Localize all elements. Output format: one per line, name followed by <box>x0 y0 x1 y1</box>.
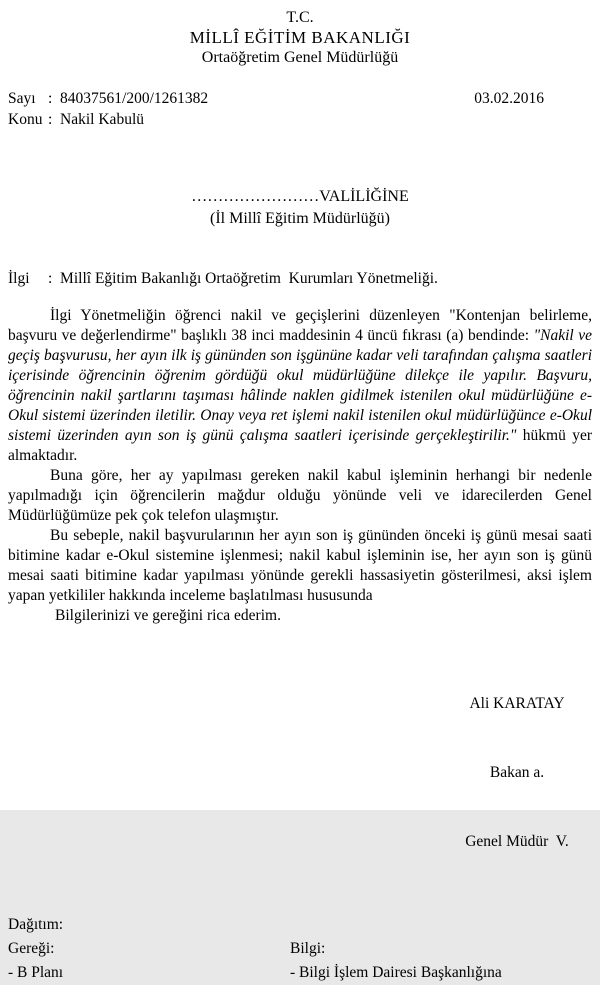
closing-line: Bilgilerinizi ve gereğini rica ederim. <box>55 607 281 624</box>
konu-row <box>8 109 592 130</box>
letter-date: 03.02.2016 <box>474 90 544 107</box>
bilgi-item: - Bilgi İşlem Dairesi Başkanlığına <box>290 964 502 981</box>
paragraph-1-pre: İlgi Yönetmeliğin öğrenci nakil ve geçişlerini düzenleyen "Kontenjan belirleme, başvuru ve değerlendirme" başlıklı 38 inci maddesinin 4 üncü fıkrası (a) bendinde: <box>8 307 592 344</box>
signature-block <box>442 646 592 899</box>
distribution-headers <box>8 937 592 961</box>
ilgi-label: İlgi <box>8 270 30 287</box>
paragraph-1-quote: "Nakil ve geçiş başvurusu, her ayın ilk iş gününden son işgününe kadar veli tarafından çalışma saatleri içerisinde öğrencinin öğrenim gördüğü okul müdürlüğüne dilekçe ile yapılır. Başvuru, öğrencinin nakil şartlarını taşıması hâlinde naklen gidilmek istenilen okul müdürlüğüne e-Okul sistemi üzerinden iletilir. Onay veya ret işlemi nakil istenilen okul müdürlüğünce e-Okul sistemi üzerinden ayın son iş günü çalışma saatleri içerisinde gerçekleştirilir." <box>8 327 592 444</box>
distribution-items <box>8 961 592 985</box>
reference-block <box>8 88 592 130</box>
paragraph-1 <box>8 306 592 466</box>
letter-body <box>8 306 592 626</box>
letterhead-ministry: MİLLÎ EĞİTİM BAKANLIĞI <box>189 28 411 47</box>
bilgi-label: Bilgi: <box>290 940 326 957</box>
geregi-item: - B Planı <box>8 964 64 981</box>
signature-name: Ali KARATAY <box>469 695 565 712</box>
sayi-row <box>8 88 592 109</box>
letterhead-tc: T.C. <box>286 9 314 26</box>
paragraph-2: Buna göre, her ay yapılması gereken nakil kabul işleminin herhangi bir nedenle yapılmadığı için öğrencilerin mağdur olduğu yönünde veli ve idarecilerden Genel Müdürlüğümüze pek çok telefon ulaşmıştır. <box>8 467 592 524</box>
addressee-subline: (İl Millî Eğitim Müdürlüğü) <box>210 210 390 227</box>
addressee-line: ……………………VALİLİĞİNE <box>191 188 409 205</box>
signature-title-2: Genel Müdür V. <box>465 833 569 850</box>
distribution-block <box>8 913 592 985</box>
konu-label: Konu <box>8 111 43 128</box>
sayi-label: Sayı <box>8 90 36 107</box>
ilgi-row <box>8 268 592 289</box>
letterhead <box>8 8 592 68</box>
paragraph-1-post: hükmü yer almaktadır. <box>8 427 592 464</box>
sayi-value: : 84037561/200/1261382 <box>48 90 209 107</box>
geregi-label: Gereği: <box>8 940 55 957</box>
signature-title-1: Bakan a. <box>489 764 545 781</box>
dagitim-label: Dağıtım: <box>8 916 64 933</box>
ilgi-value: : Millî Eğitim Bakanlığı Ortaöğretim Kurumları Yönetmeliği. <box>48 270 438 287</box>
paragraph-3: Bu sebeple, nakil başvurularının her ayın son iş gününden önceki iş günü mesai saati bitimine kadar e-Okul sistemine işlenmesi; nakil kabul işleminin ise, her ayın son iş günü mesai saati bitimine kadar yapılması yönünde gerekli hassasiyetin gösterilmesi, aksi işlem yapan yetkililer hakkında inceleme başlatılması hususunda <box>8 527 592 604</box>
letterhead-directorate: Ortaöğretim Genel Müdürlüğü <box>201 49 399 66</box>
konu-value: : Nakil Kabulü <box>48 111 144 128</box>
addressee-block <box>8 186 592 230</box>
